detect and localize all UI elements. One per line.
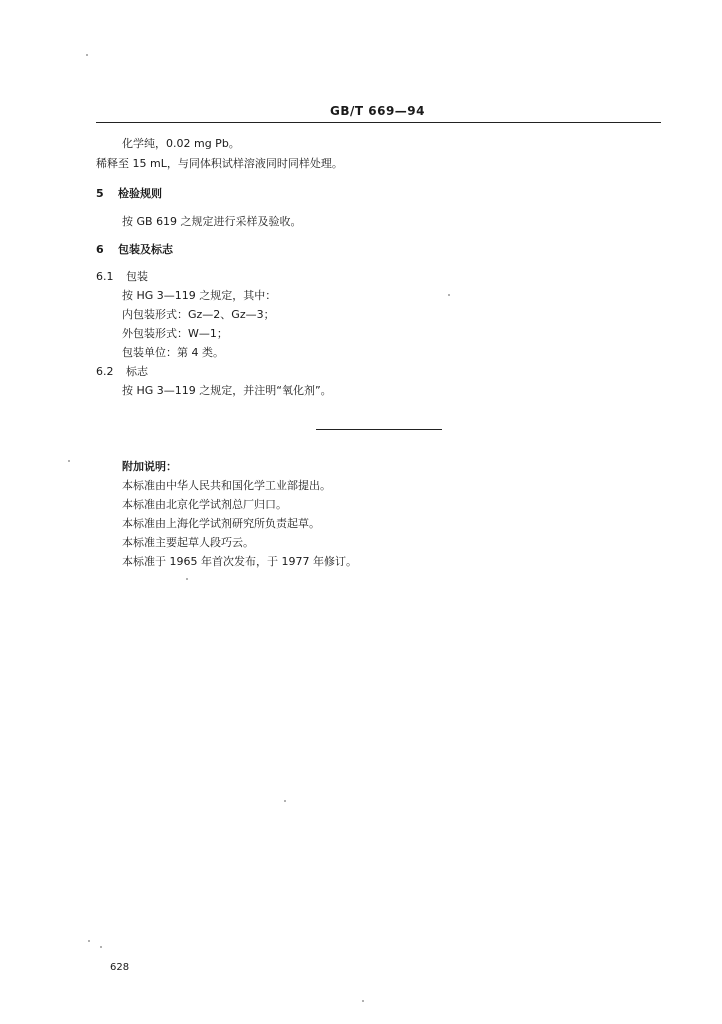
subsection-6-2-title: 标志 [126, 365, 148, 378]
subsection-6-2-heading [96, 365, 148, 379]
packaging-line-1: 按 HG 3—119 之规定，其中： [122, 289, 277, 302]
packaging-line-4: 包装单位：第 4 类。 [122, 346, 224, 359]
section-6-number: 6 [96, 243, 104, 256]
subsection-6-1-title: 包装 [126, 270, 148, 283]
subsection-6-1-heading [96, 270, 148, 284]
scan-speck [68, 460, 70, 462]
packaging-line-3: 外包装形式：W—1； [122, 327, 228, 340]
scan-speck [448, 294, 450, 296]
carry-line-2: 稀释至 15 mL，与同体积试样溶液同时同样处理。 [96, 157, 343, 170]
scan-speck [284, 800, 286, 802]
scan-speck [100, 946, 102, 948]
scan-speck [88, 940, 90, 942]
subsection-6-1-number: 6.1 [96, 270, 114, 283]
appendix-line-1: 本标准由中华人民共和国化学工业部提出。 [122, 479, 331, 492]
section-5-heading [96, 187, 162, 201]
end-rule [316, 429, 442, 430]
section-5-number: 5 [96, 187, 104, 200]
standard-code: GB/T 669—94 [330, 104, 425, 118]
carry-line-1: 化学纯，0.02 mg Pb。 [122, 137, 240, 150]
appendix-line-4: 本标准主要起草人段巧云。 [122, 536, 254, 549]
scan-speck [362, 1000, 364, 1002]
scan-speck [86, 54, 88, 56]
packaging-line-2: 内包装形式：Gz—2、Gz—3； [122, 308, 275, 321]
scan-speck [186, 578, 188, 580]
appendix-line-3: 本标准由上海化学试剂研究所负责起草。 [122, 517, 320, 530]
subsection-6-2-number: 6.2 [96, 365, 114, 378]
page-number: 628 [110, 962, 130, 973]
marking-text: 按 HG 3—119 之规定，并注明“氧化剂”。 [122, 384, 332, 397]
appendix-line-2: 本标准由北京化学试剂总厂归口。 [122, 498, 287, 511]
appendix-line-5: 本标准于 1965 年首次发布，于 1977 年修订。 [122, 555, 357, 568]
header-rule [96, 122, 661, 123]
section-6-title: 包装及标志 [118, 243, 173, 256]
section-5-title: 检验规则 [118, 187, 162, 200]
section-5-text: 按 GB 619 之规定进行采样及验收。 [122, 215, 302, 228]
section-6-heading [96, 243, 173, 257]
appendix-title: 附加说明： [122, 460, 177, 473]
